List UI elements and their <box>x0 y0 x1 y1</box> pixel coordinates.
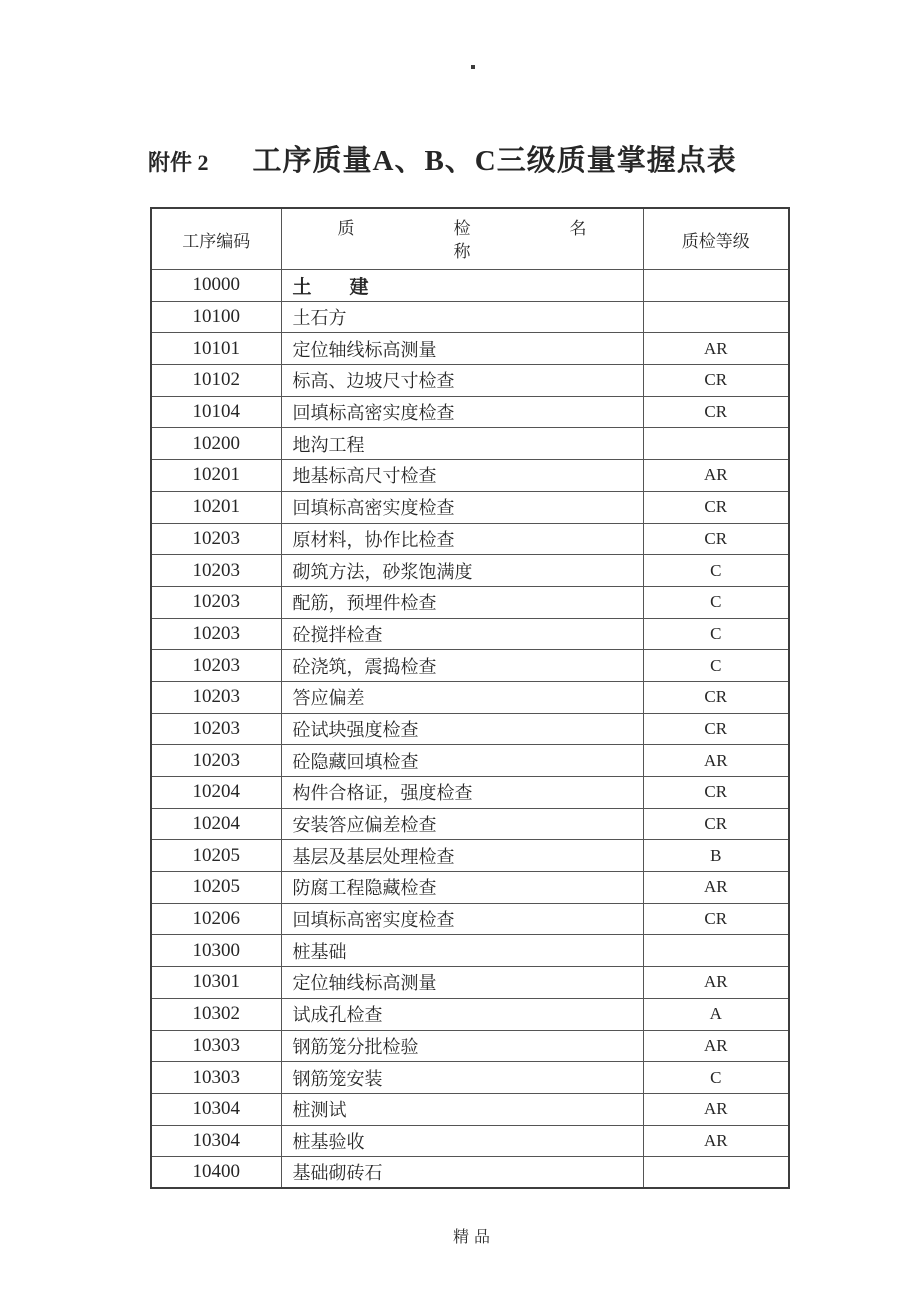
grade-cell: AR <box>643 967 789 999</box>
document-title <box>148 138 737 179</box>
table-row <box>151 1157 789 1189</box>
grade-cell: B <box>643 840 789 872</box>
grade-cell: AR <box>643 745 789 777</box>
table-row <box>151 428 789 460</box>
process-code-cell: 10302 <box>151 998 281 1030</box>
grade-cell: CR <box>643 396 789 428</box>
table-row <box>151 1093 789 1125</box>
table-header <box>151 208 789 270</box>
inspection-name-cell: 地基标高尺寸检查 <box>281 460 643 492</box>
process-code-cell: 10203 <box>151 745 281 777</box>
table-row <box>151 903 789 935</box>
grade-cell <box>643 1157 789 1189</box>
header-inspection-name-line1 <box>282 211 643 241</box>
process-code-cell: 10100 <box>151 301 281 333</box>
table-row <box>151 650 789 682</box>
process-code-cell: 10203 <box>151 523 281 555</box>
inspection-name-cell: 地沟工程 <box>281 428 643 460</box>
table-row <box>151 872 789 904</box>
inspection-name-cell: 土 建 <box>281 270 643 302</box>
table-row <box>151 1030 789 1062</box>
header-inspection-name-line2: 称 <box>453 242 471 261</box>
table-row <box>151 618 789 650</box>
process-code-cell: 10203 <box>151 586 281 618</box>
table-row <box>151 935 789 967</box>
grade-cell: C <box>643 586 789 618</box>
inspection-name-cell: 回填标高密实度检查 <box>281 491 643 523</box>
inspection-name-cell: 定位轴线标高测量 <box>281 967 643 999</box>
table-row <box>151 301 789 333</box>
table-row <box>151 365 789 397</box>
process-code-cell: 10201 <box>151 491 281 523</box>
grade-cell: CR <box>643 713 789 745</box>
process-code-cell: 10303 <box>151 1062 281 1094</box>
process-code-cell: 10303 <box>151 1030 281 1062</box>
header-name-char-2: 检 <box>453 218 471 238</box>
table-row <box>151 777 789 809</box>
grade-cell: CR <box>643 808 789 840</box>
header-row <box>151 208 789 270</box>
table-row <box>151 998 789 1030</box>
inspection-name-cell: 钢筋笼分批检验 <box>281 1030 643 1062</box>
grade-cell: CR <box>643 903 789 935</box>
inspection-name-cell: 试成孔检查 <box>281 998 643 1030</box>
table-row <box>151 555 789 587</box>
page-title: 工序质量A、B、C三级质量掌握点表 <box>252 145 737 177</box>
grade-cell <box>643 270 789 302</box>
grade-cell: AR <box>643 1125 789 1157</box>
table-row <box>151 586 789 618</box>
page-footer <box>0 1224 920 1247</box>
process-code-cell: 10205 <box>151 872 281 904</box>
process-code-cell: 10200 <box>151 428 281 460</box>
table-row <box>151 967 789 999</box>
inspection-name-cell: 定位轴线标高测量 <box>281 333 643 365</box>
process-code-cell: 10206 <box>151 903 281 935</box>
grade-cell: AR <box>643 1093 789 1125</box>
process-code-cell: 10203 <box>151 618 281 650</box>
inspection-name-cell: 配筋，预埋件检查 <box>281 586 643 618</box>
inspection-name-cell: 原材料，协作比检查 <box>281 523 643 555</box>
grade-cell: AR <box>643 1030 789 1062</box>
header-inspection-name <box>281 208 643 270</box>
grade-cell: CR <box>643 681 789 713</box>
table-row <box>151 808 789 840</box>
table-row <box>151 491 789 523</box>
grade-cell: AR <box>643 872 789 904</box>
header-name-char-1: 质 <box>337 218 355 238</box>
quality-control-table <box>150 207 790 1189</box>
inspection-name-cell: 土石方 <box>281 301 643 333</box>
inspection-name-cell: 安装答应偏差检查 <box>281 808 643 840</box>
process-code-cell: 10203 <box>151 681 281 713</box>
process-code-cell: 10000 <box>151 270 281 302</box>
process-code-cell: 10204 <box>151 777 281 809</box>
grade-cell: A <box>643 998 789 1030</box>
table-row <box>151 333 789 365</box>
grade-cell <box>643 428 789 460</box>
inspection-name-cell: 砼浇筑，震捣检查 <box>281 650 643 682</box>
process-code-cell: 10203 <box>151 555 281 587</box>
grade-cell: CR <box>643 777 789 809</box>
quality-table-container <box>150 207 790 1189</box>
header-grade: 质检等级 <box>643 208 789 270</box>
header-process-code: 工序编码 <box>151 208 281 270</box>
inspection-name-cell: 标高、边坡尺寸检查 <box>281 365 643 397</box>
process-code-cell: 10400 <box>151 1157 281 1189</box>
grade-cell: C <box>643 555 789 587</box>
inspection-name-cell: 桩基验收 <box>281 1125 643 1157</box>
inspection-name-cell: 钢筋笼安装 <box>281 1062 643 1094</box>
inspection-name-cell: 桩测试 <box>281 1093 643 1125</box>
grade-cell: AR <box>643 333 789 365</box>
process-code-cell: 10304 <box>151 1093 281 1125</box>
inspection-name-cell: 答应偏差 <box>281 681 643 713</box>
process-code-cell: 10203 <box>151 650 281 682</box>
table-row <box>151 745 789 777</box>
inspection-name-cell: 砼试块强度检查 <box>281 713 643 745</box>
grade-cell <box>643 301 789 333</box>
table-row <box>151 840 789 872</box>
inspection-name-cell: 构件合格证，强度检查 <box>281 777 643 809</box>
process-code-cell: 10201 <box>151 460 281 492</box>
grade-cell: C <box>643 618 789 650</box>
footer-label: 精品 <box>452 1229 495 1246</box>
grade-cell <box>643 935 789 967</box>
process-code-cell: 10101 <box>151 333 281 365</box>
attachment-label: 附件 2 <box>148 150 209 175</box>
table-row <box>151 1125 789 1157</box>
inspection-name-cell: 砼搅拌检查 <box>281 618 643 650</box>
process-code-cell: 10102 <box>151 365 281 397</box>
grade-cell: C <box>643 1062 789 1094</box>
grade-cell: CR <box>643 365 789 397</box>
table-row <box>151 396 789 428</box>
grade-cell: CR <box>643 523 789 555</box>
inspection-name-cell: 砼隐藏回填检查 <box>281 745 643 777</box>
table-row <box>151 270 789 302</box>
inspection-name-cell: 基础砌砖石 <box>281 1157 643 1189</box>
grade-cell: CR <box>643 491 789 523</box>
inspection-name-cell: 回填标高密实度检查 <box>281 903 643 935</box>
stray-dot <box>471 65 475 69</box>
table-row <box>151 1062 789 1094</box>
inspection-name-cell: 砌筑方法，砂浆饱满度 <box>281 555 643 587</box>
grade-cell: AR <box>643 460 789 492</box>
process-code-cell: 10301 <box>151 967 281 999</box>
inspection-name-cell: 回填标高密实度检查 <box>281 396 643 428</box>
process-code-cell: 10203 <box>151 713 281 745</box>
table-row <box>151 713 789 745</box>
inspection-name-cell: 桩基础 <box>281 935 643 967</box>
process-code-cell: 10204 <box>151 808 281 840</box>
table-row <box>151 681 789 713</box>
header-name-char-3: 名 <box>569 218 587 238</box>
inspection-name-cell: 防腐工程隐藏检查 <box>281 872 643 904</box>
process-code-cell: 10300 <box>151 935 281 967</box>
process-code-cell: 10104 <box>151 396 281 428</box>
table-body <box>151 270 789 1189</box>
process-code-cell: 10205 <box>151 840 281 872</box>
table-row <box>151 460 789 492</box>
table-row <box>151 523 789 555</box>
process-code-cell: 10304 <box>151 1125 281 1157</box>
grade-cell: C <box>643 650 789 682</box>
inspection-name-cell: 基层及基层处理检查 <box>281 840 643 872</box>
